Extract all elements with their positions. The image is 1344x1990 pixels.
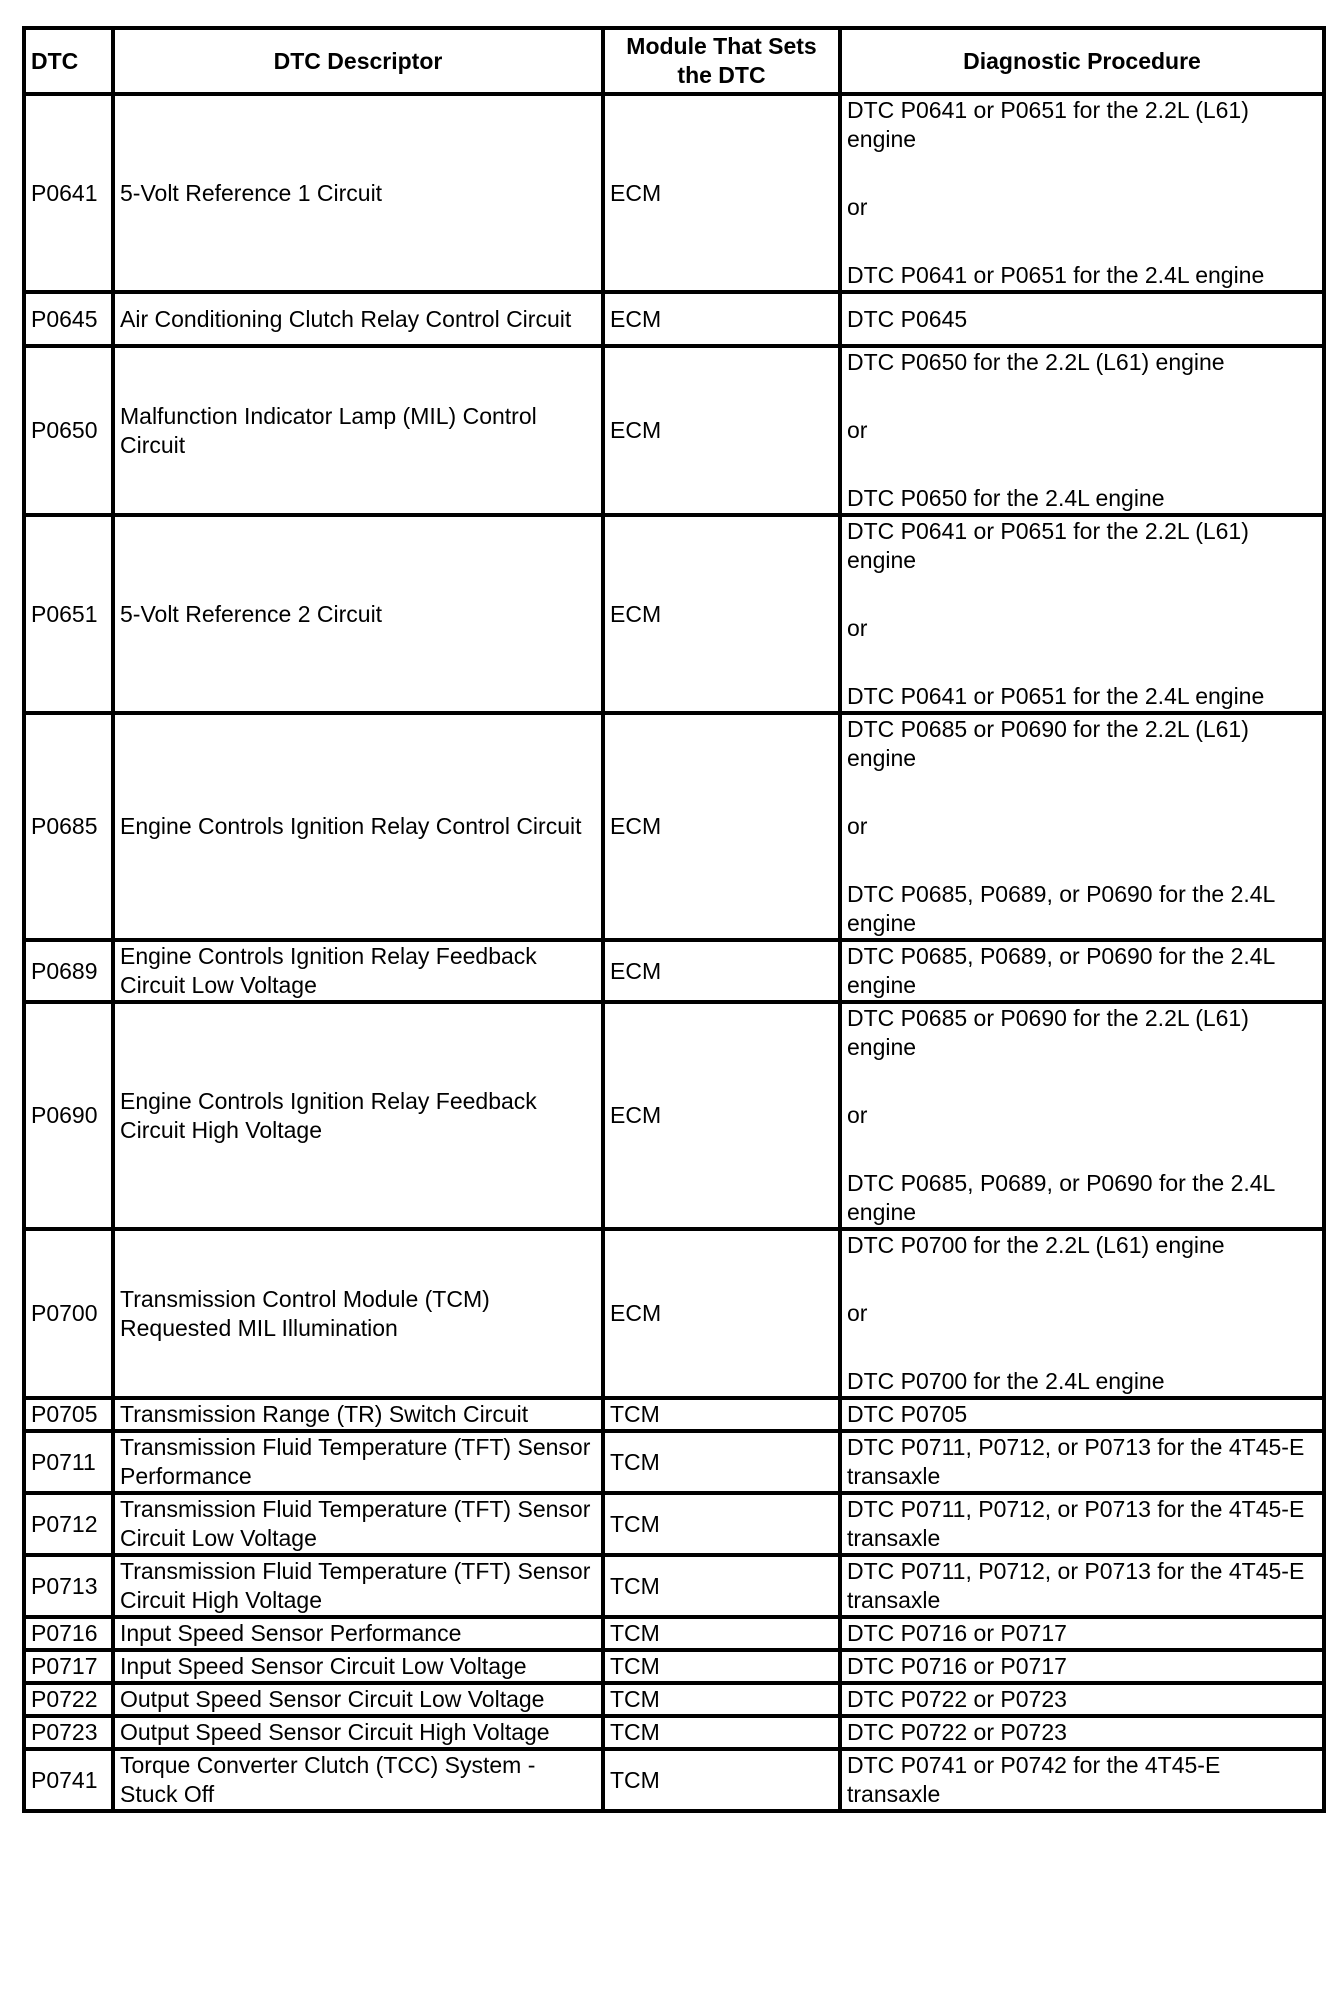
procedure-line: DTC P0716 or P0717: [847, 1653, 1067, 1679]
descriptor-cell: Engine Controls Ignition Relay Control Circuit: [113, 713, 603, 940]
procedure-line: or: [847, 417, 868, 443]
procedure-line: or: [847, 194, 868, 220]
descriptor-cell: Torque Converter Clutch (TCC) System - Stuck Off: [113, 1749, 603, 1811]
dtc-cell: P0711: [24, 1431, 113, 1493]
procedure-line: DTC P0685 or P0690 for the 2.2L (L61) engine: [847, 1005, 1249, 1060]
descriptor-cell: Engine Controls Ignition Relay Feedback Circuit Low Voltage: [113, 940, 603, 1002]
table-row: [24, 713, 1324, 940]
procedure-cell: [840, 1683, 1324, 1716]
procedure-line: DTC P0716 or P0717: [847, 1620, 1067, 1646]
table-row: [24, 1617, 1324, 1650]
header-module: Module That Sets the DTC: [603, 28, 840, 94]
module-cell: ECM: [603, 292, 840, 346]
module-cell: TCM: [603, 1398, 840, 1431]
descriptor-cell: Transmission Fluid Temperature (TFT) Sensor Circuit High Voltage: [113, 1555, 603, 1617]
module-cell: TCM: [603, 1650, 840, 1683]
dtc-cell: P0700: [24, 1229, 113, 1398]
table-row: [24, 1398, 1324, 1431]
module-cell: TCM: [603, 1493, 840, 1555]
procedure-line: DTC P0641 or P0651 for the 2.2L (L61) engine: [847, 518, 1249, 573]
module-cell: ECM: [603, 1229, 840, 1398]
procedure-cell: [840, 515, 1324, 713]
dtc-cell: P0712: [24, 1493, 113, 1555]
procedure-line: DTC P0650 for the 2.2L (L61) engine: [847, 349, 1225, 375]
procedure-line: or: [847, 615, 868, 641]
procedure-cell: [840, 1749, 1324, 1811]
table-row: [24, 292, 1324, 346]
procedure-line: DTC P0722 or P0723: [847, 1719, 1067, 1745]
document-page: [22, 26, 1322, 1813]
procedure-cell: [840, 94, 1324, 292]
descriptor-cell: Engine Controls Ignition Relay Feedback Circuit High Voltage: [113, 1002, 603, 1229]
paragraph-gap: [847, 1260, 1317, 1299]
procedure-line: DTC P0711, P0712, or P0713 for the 4T45-E transaxle: [847, 1434, 1305, 1489]
procedure-cell: [840, 292, 1324, 346]
paragraph-gap: [847, 773, 1317, 812]
procedure-cell: [840, 1716, 1324, 1749]
procedure-line: DTC P0711, P0712, or P0713 for the 4T45-E transaxle: [847, 1558, 1305, 1613]
table-row: [24, 1716, 1324, 1749]
module-cell: ECM: [603, 346, 840, 515]
descriptor-cell: Output Speed Sensor Circuit Low Voltage: [113, 1683, 603, 1716]
module-cell: ECM: [603, 515, 840, 713]
procedure-cell: [840, 1431, 1324, 1493]
procedure-line: or: [847, 813, 868, 839]
table-row: [24, 1683, 1324, 1716]
module-cell: TCM: [603, 1683, 840, 1716]
descriptor-cell: Transmission Fluid Temperature (TFT) Sensor Circuit Low Voltage: [113, 1493, 603, 1555]
descriptor-cell: Input Speed Sensor Performance: [113, 1617, 603, 1650]
table-body: [24, 94, 1324, 1811]
procedure-line: DTC P0700 for the 2.4L engine: [847, 1368, 1165, 1394]
dtc-cell: P0690: [24, 1002, 113, 1229]
paragraph-gap: [847, 222, 1317, 261]
header-descriptor: DTC Descriptor: [113, 28, 603, 94]
dtc-cell: P0685: [24, 713, 113, 940]
dtc-cell: P0705: [24, 1398, 113, 1431]
procedure-line: DTC P0741 or P0742 for the 4T45-E transaxle: [847, 1752, 1221, 1807]
dtc-cell: P0651: [24, 515, 113, 713]
module-cell: TCM: [603, 1749, 840, 1811]
paragraph-gap: [847, 445, 1317, 484]
procedure-cell: [840, 1650, 1324, 1683]
descriptor-cell: Input Speed Sensor Circuit Low Voltage: [113, 1650, 603, 1683]
dtc-cell: P0641: [24, 94, 113, 292]
descriptor-cell: Transmission Control Module (TCM) Requested MIL Illumination: [113, 1229, 603, 1398]
table-row: [24, 94, 1324, 292]
procedure-line: DTC P0700 for the 2.2L (L61) engine: [847, 1232, 1225, 1258]
procedure-line: DTC P0705: [847, 1401, 968, 1427]
module-cell: TCM: [603, 1716, 840, 1749]
table-row: [24, 1229, 1324, 1398]
dtc-cell: P0645: [24, 292, 113, 346]
descriptor-cell: 5-Volt Reference 1 Circuit: [113, 94, 603, 292]
header-procedure: Diagnostic Procedure: [840, 28, 1324, 94]
dtc-cell: P0716: [24, 1617, 113, 1650]
procedure-cell: [840, 1493, 1324, 1555]
procedure-line: or: [847, 1102, 868, 1128]
paragraph-gap: [847, 154, 1317, 193]
procedure-line: DTC P0645: [847, 305, 968, 332]
table-header: [24, 28, 1324, 94]
procedure-cell: [840, 1002, 1324, 1229]
descriptor-cell: Malfunction Indicator Lamp (MIL) Control Circuit: [113, 346, 603, 515]
module-cell: ECM: [603, 1002, 840, 1229]
procedure-line: DTC P0711, P0712, or P0713 for the 4T45-E transaxle: [847, 1496, 1305, 1551]
module-cell: TCM: [603, 1431, 840, 1493]
table-row: [24, 515, 1324, 713]
procedure-line: DTC P0641 or P0651 for the 2.4L engine: [847, 683, 1265, 709]
descriptor-cell: Transmission Fluid Temperature (TFT) Sensor Performance: [113, 1431, 603, 1493]
procedure-line: DTC P0650 for the 2.4L engine: [847, 485, 1165, 511]
dtc-cell: P0689: [24, 940, 113, 1002]
paragraph-gap: [847, 643, 1317, 682]
procedure-line: DTC P0685, P0689, or P0690 for the 2.4L engine: [847, 943, 1275, 998]
table-row: [24, 1650, 1324, 1683]
table-row: [24, 1002, 1324, 1229]
table-row: [24, 1749, 1324, 1811]
module-cell: TCM: [603, 1617, 840, 1650]
procedure-line: DTC P0685, P0689, or P0690 for the 2.4L engine: [847, 881, 1275, 936]
table-row: [24, 1431, 1324, 1493]
dtc-cell: P0723: [24, 1716, 113, 1749]
dtc-cell: P0713: [24, 1555, 113, 1617]
procedure-line: DTC P0722 or P0723: [847, 1686, 1067, 1712]
module-cell: TCM: [603, 1555, 840, 1617]
procedure-cell: [840, 1555, 1324, 1617]
descriptor-cell: Transmission Range (TR) Switch Circuit: [113, 1398, 603, 1431]
table-row: [24, 346, 1324, 515]
table-row: [24, 1555, 1324, 1617]
module-cell: ECM: [603, 94, 840, 292]
procedure-cell: [840, 1398, 1324, 1431]
procedure-line: or: [847, 1300, 868, 1326]
procedure-cell: [840, 713, 1324, 940]
paragraph-gap: [847, 841, 1317, 880]
table-row: [24, 1493, 1324, 1555]
paragraph-gap: [847, 1062, 1317, 1101]
paragraph-gap: [847, 1328, 1317, 1367]
procedure-line: DTC P0641 or P0651 for the 2.4L engine: [847, 262, 1265, 288]
module-cell: ECM: [603, 713, 840, 940]
procedure-cell: [840, 1617, 1324, 1650]
procedure-line: DTC P0641 or P0651 for the 2.2L (L61) engine: [847, 97, 1249, 152]
dtc-cell: P0741: [24, 1749, 113, 1811]
header-row: [24, 28, 1324, 94]
table-row: [24, 940, 1324, 1002]
procedure-cell: [840, 346, 1324, 515]
procedure-line: DTC P0685, P0689, or P0690 for the 2.4L engine: [847, 1170, 1275, 1225]
descriptor-cell: Output Speed Sensor Circuit High Voltage: [113, 1716, 603, 1749]
procedure-cell: [840, 1229, 1324, 1398]
paragraph-gap: [847, 377, 1317, 416]
procedure-cell: [840, 940, 1324, 1002]
module-cell: ECM: [603, 940, 840, 1002]
paragraph-gap: [847, 1130, 1317, 1169]
dtc-cell: P0722: [24, 1683, 113, 1716]
procedure-line: DTC P0685 or P0690 for the 2.2L (L61) engine: [847, 716, 1249, 771]
descriptor-cell: 5-Volt Reference 2 Circuit: [113, 515, 603, 713]
dtc-cell: P0650: [24, 346, 113, 515]
header-dtc: DTC: [24, 28, 113, 94]
descriptor-cell: Air Conditioning Clutch Relay Control Circuit: [113, 292, 603, 346]
dtc-table: [22, 26, 1326, 1813]
paragraph-gap: [847, 575, 1317, 614]
dtc-cell: P0717: [24, 1650, 113, 1683]
